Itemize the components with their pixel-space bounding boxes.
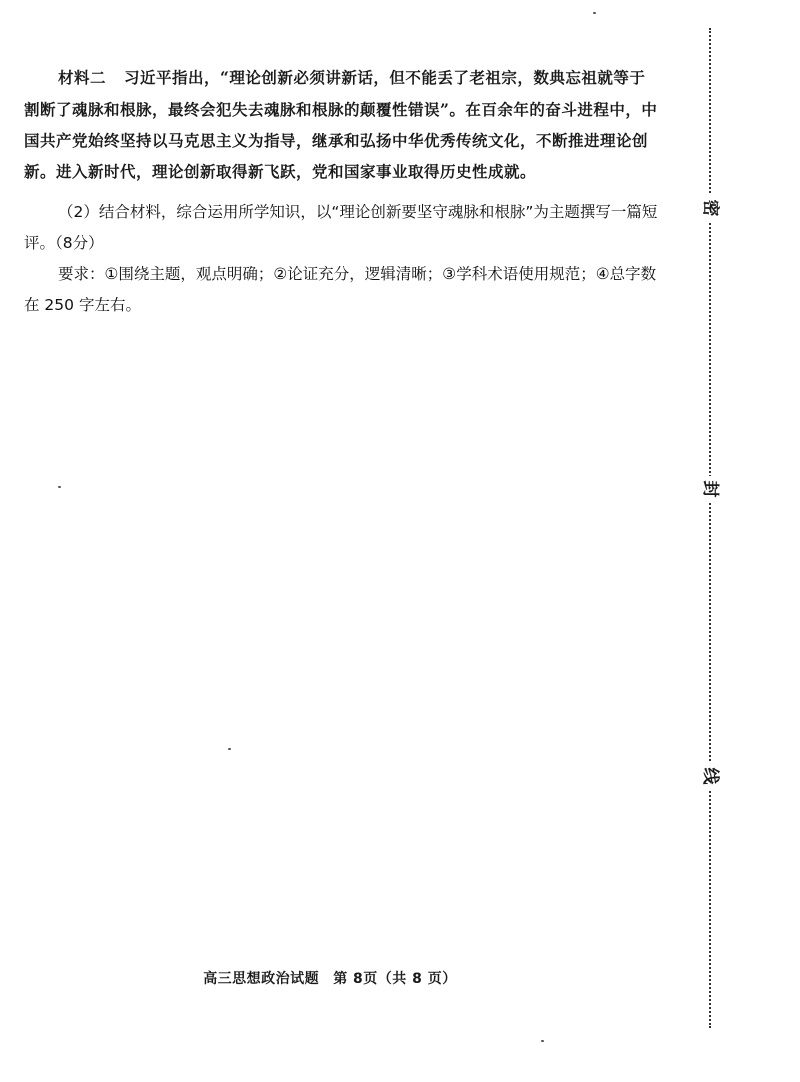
scan-speck (593, 12, 596, 14)
binding-dotted-line (709, 28, 711, 1028)
footer-subject: 高三思想政治试题 (203, 971, 320, 987)
scan-speck (58, 486, 61, 488)
material-two (24, 62, 660, 187)
binding-mark-seal: 密 (699, 195, 721, 221)
footer-page-number: 第 8页（共 8 页） (333, 971, 457, 987)
question-block (24, 197, 664, 321)
material-text: 习近平指出，“理论创新必须讲新话，但不能丢了老祖宗，数典忘祖就等于割断了魂脉和根脉，最终会犯失去魂脉和根脉的颠覆性错误”。在百余年的奋斗进程中，中国共产党始终坚持以马克思主义为指导，继承和弘扬中华优秀传统文化，不断推进理论创新。进入新时代，理论创新取得新飞跃，党和国家事业取得历史性成就。 (24, 68, 658, 181)
page-footer (0, 968, 660, 988)
material-paragraph (24, 62, 660, 187)
scan-speck (541, 1040, 544, 1042)
binding-mark-line: 线 (699, 763, 721, 789)
question-prompt: （2）结合材料，综合运用所学知识，以“理论创新要坚守魂脉和根脉”为主题撰写一篇短评。（8分） (24, 203, 658, 252)
material-label: 材料二 (58, 69, 107, 87)
scan-speck (228, 748, 231, 750)
binding-mark-stamp: 封 (699, 476, 721, 502)
question-requirements: 要求：①围绕主题，观点明确；②论证充分，逻辑清晰；③学科术语使用规范；④总字数在 250 字左右。 (24, 265, 657, 314)
